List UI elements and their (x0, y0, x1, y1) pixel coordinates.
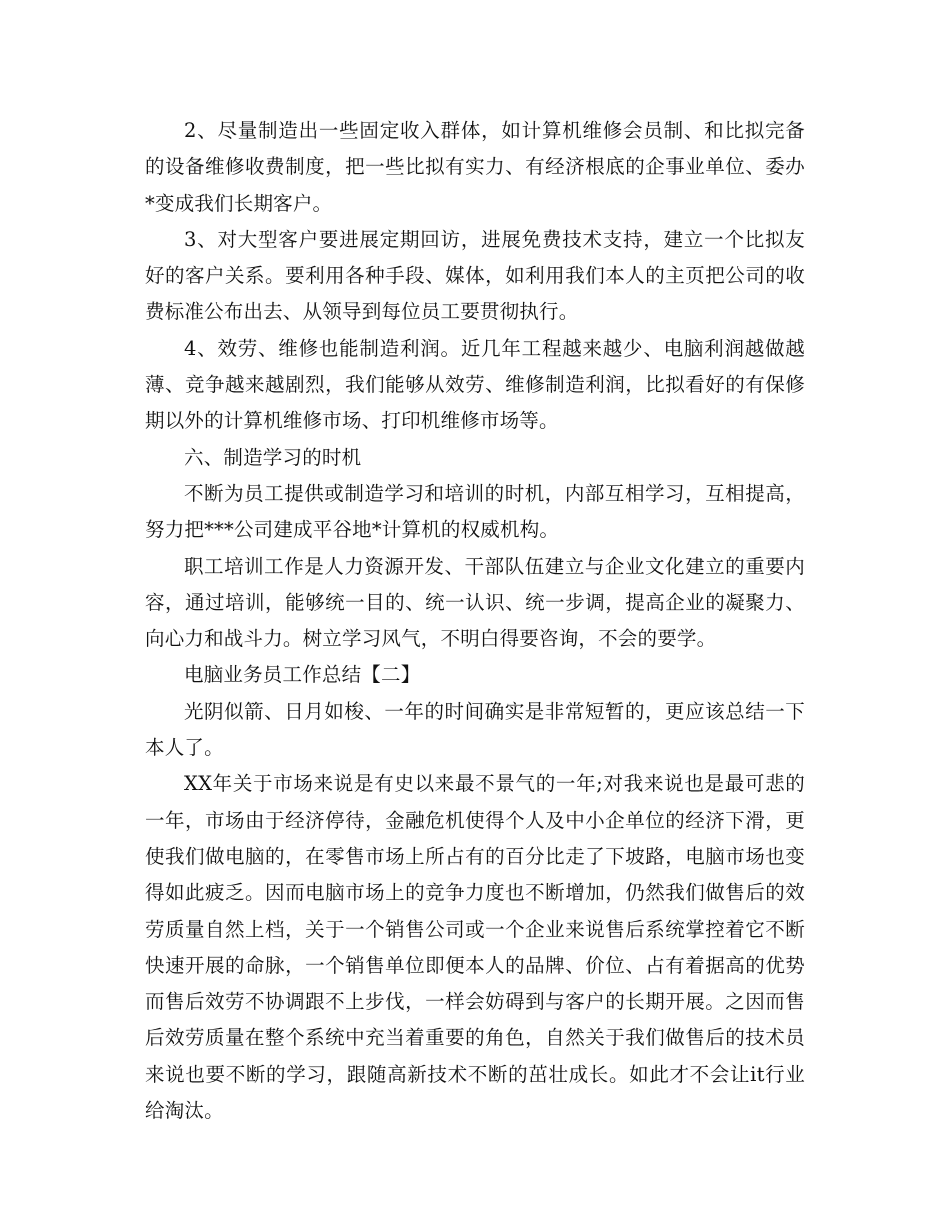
paragraph-training-opportunity: 不断为员工提供或制造学习和培训的时机，内部互相学习，互相提高，努力把***公司建成平谷地*计算机的权威机构。 (145, 481, 805, 542)
section-heading-training: 六、制造学习的时机 (184, 445, 362, 469)
paragraph-staff-training: 职工培训工作是人力资源开发、干部队伍建立与企业文化建立的重要内容，通过培训，能够统一目的、统一认识、统一步调，提高企业的凝聚力、向心力和战斗力。树立学习风气，不明白得要咨询，不会的要学。 (145, 554, 805, 651)
paragraph-item-3: 3、对大型客户要进展定期回访，进展免费技术支持，建立一个比拟友好的客户关系。要利用各种手段、媒体，如利用我们本人的主页把公司的收费标准公布出去、从领导到每位员工要贯彻执行。 (145, 227, 805, 324)
paragraph-item-4: 4、效劳、维修也能制造利润。近几年工程越来越少、电脑利润越做越薄、竞争越来越剧烈，我们能够从效劳、维修制造利润，比拟看好的有保修期以外的计算机维修市场、打印机维修市场等。 (145, 336, 805, 433)
paragraph-market-review: XX年关于市场来说是有史以来最不景气的一年;对我来说也是最可悲的一年，市场由于经济停待，金融危机使得个人及中小企单位的经济下滑，更使我们做电脑的，在零售市场上所占有的百分比走了下坡路，电脑市场也变得如此疲乏。因而电脑市场上的竞争力度也不断增加，仍然我们做售后的效劳质量自然上档，关于一个销售公司或一个企业来说售后系统掌控着它不断快速开展的命脉，一个销售单位即便本人的品牌、价位、占有着据高的优势而售后效劳不协调跟不上步伐，一样会妨碍到与客户的长期开展。之因而售后效劳质量在整个系统中充当着重要的角色，自然关于我们做售后的技术员来说也要不断的学习，跟随高新技术不断的茁壮成长。如此才不会让it行业给淘汰。 (145, 772, 805, 1123)
paragraph-item-2: 2、尽量制造出一些固定收入群体，如计算机维修会员制、和比拟完备的设备维修收费制度，把一些比拟有实力、有经济根底的企事业单位、委办*变成我们长期客户。 (145, 119, 805, 215)
section-heading-summary-two: 电脑业务员工作总结【二】 (184, 663, 421, 687)
document-body (145, 113, 805, 1129)
paragraph-time-flies: 光阴似箭、日月如梭、一年的时间确实是非常短暂的，更应该总结一下本人了。 (145, 699, 805, 760)
